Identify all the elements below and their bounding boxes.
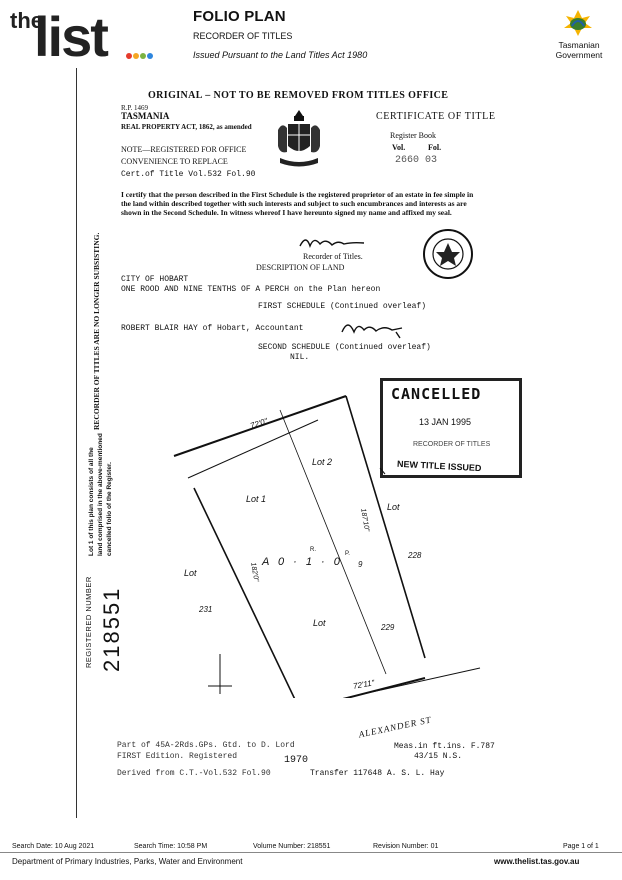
plan-bottom-dim: 72'11" bbox=[352, 678, 376, 691]
fol-label: Fol. bbox=[428, 143, 442, 152]
rp-code: R.P. 1469 bbox=[121, 104, 149, 112]
owner-line: ROBERT BLAIR HAY of Hobart, Accountant bbox=[121, 324, 304, 333]
plan-lot1: Lot 1 bbox=[246, 494, 267, 504]
search-time: Search Time: 10:58 PM bbox=[134, 843, 208, 850]
logo-the: the bbox=[10, 8, 43, 33]
site-url[interactable]: www.thelist.tas.gov.au bbox=[494, 857, 580, 866]
gov-line1: Tasmanian bbox=[558, 40, 600, 50]
plan-area-p: 9 bbox=[358, 560, 363, 569]
register-book: Register Book bbox=[390, 131, 436, 140]
department: Department of Primary Industries, Parks, Water and Environment bbox=[12, 857, 243, 866]
volume-number: Volume Number: 218551 bbox=[253, 843, 331, 850]
registered-number: 218551 bbox=[99, 586, 124, 672]
scan-left-border bbox=[76, 68, 77, 818]
state-label: TASMANIA bbox=[121, 111, 170, 121]
plan-n229: 229 bbox=[381, 623, 395, 632]
owner-signature bbox=[340, 316, 410, 340]
logo-dot-orange bbox=[133, 53, 139, 59]
plan-p-label: P. bbox=[345, 551, 350, 557]
side-lot-note3: cancelled folio of the Register. bbox=[106, 462, 113, 556]
logo-dot-red bbox=[126, 53, 132, 59]
side-lot-note2: land comprised in the above-mentioned bbox=[97, 433, 104, 556]
city-line: CITY OF HOBART bbox=[121, 275, 189, 284]
original-banner: ORIGINAL – NOT TO BE REMOVED FROM TITLES OFFICE bbox=[148, 90, 449, 101]
stamp-recorder: RECORDER OF TITLES bbox=[413, 441, 491, 448]
bottom-year: 1970 bbox=[284, 755, 309, 766]
side-lot-note1: Lot 1 of this plan consists of all the bbox=[88, 447, 95, 556]
first-schedule: FIRST SCHEDULE (Continued overleaf) bbox=[258, 302, 427, 311]
logo-dot-blue bbox=[147, 53, 153, 59]
page-number: Page 1 of 1 bbox=[563, 843, 599, 850]
recorder-of-titles: Recorder of Titles. bbox=[303, 252, 363, 261]
gov-line2: Government bbox=[555, 50, 603, 60]
meas-line2: 43/15 N.S. bbox=[414, 752, 463, 761]
plan-top-dim: 72'0" bbox=[249, 416, 269, 431]
plan-lot-bottom: Lot bbox=[313, 618, 326, 628]
nil-line: NIL. bbox=[290, 353, 310, 362]
plan-street: ALEXANDER ST bbox=[357, 714, 433, 740]
coat-of-arms-icon bbox=[274, 108, 324, 174]
cert-reference: Cert.of Title Vol.532 Fol.90 bbox=[121, 170, 256, 179]
plan-drawing bbox=[150, 378, 540, 698]
bottom-derived: Derived from C.T.-Vol.532 Fol.90 bbox=[117, 769, 271, 778]
logo-list: list bbox=[34, 5, 107, 62]
plan-n231: 231 bbox=[199, 605, 213, 614]
note-line1: NOTE—REGISTERED FOR OFFICE bbox=[121, 145, 247, 154]
plan-lot-left: Lot bbox=[184, 568, 197, 578]
plan-r-label: R. bbox=[310, 547, 316, 553]
plan-lot2: Lot 2 bbox=[312, 457, 333, 467]
page-title: FOLIO PLAN bbox=[193, 8, 286, 25]
transfer-line: Transfer 117648 A. S. L. Hay bbox=[310, 769, 445, 778]
plan-side-dim: 187'10" bbox=[359, 508, 371, 533]
second-schedule: SECOND SCHEDULE (Continued overleaf) bbox=[258, 343, 431, 352]
stamp-cancelled: CANCELLED bbox=[391, 385, 482, 403]
side-note-subsisting: RECORDER OF TITLES ARE NO LONGER SUBSISTING. bbox=[92, 232, 101, 430]
footer-divider bbox=[0, 852, 622, 853]
act-reference: REAL PROPERTY ACT, 1862, as amended bbox=[121, 123, 252, 131]
recorder-signature bbox=[298, 232, 368, 252]
bottom-edition: FIRST Edition. Registered bbox=[117, 752, 238, 761]
vol-label: Vol. bbox=[392, 143, 406, 152]
registered-number-label: REGISTERED NUMBER bbox=[84, 576, 93, 668]
vol-fol-value: 2660 03 bbox=[395, 155, 438, 166]
plan-area: A 0 · 1 · 0 bbox=[262, 556, 343, 568]
search-date: Search Date: 10 Aug 2021 bbox=[12, 843, 95, 850]
stamp-date: 13 JAN 1995 bbox=[419, 417, 472, 427]
certificate-of-title: CERTIFICATE OF TITLE bbox=[376, 111, 496, 122]
plan-n228: 228 bbox=[408, 551, 422, 560]
gov-text bbox=[548, 40, 610, 60]
page-subtitle: RECORDER OF TITLES bbox=[193, 31, 293, 41]
tasmanian-government-emblem-icon bbox=[558, 6, 598, 38]
note-line2: CONVENIENCE TO REPLACE bbox=[121, 157, 228, 166]
thelist-logo bbox=[4, 4, 154, 62]
stamp-new-title: NEW TITLE ISSUED bbox=[396, 458, 482, 474]
area-description: ONE ROOD AND NINE TENTHS OF A PERCH on the Plan hereon bbox=[121, 285, 381, 294]
plan-left-dim: 182'0" bbox=[249, 562, 260, 583]
recorder-seal-icon bbox=[422, 228, 474, 280]
act-line: Issued Pursuant to the Land Titles Act 1980 bbox=[193, 50, 368, 60]
description-heading: DESCRIPTION OF LAND bbox=[256, 263, 345, 272]
logo-dot-green bbox=[140, 53, 146, 59]
revision-number: Revision Number: 01 bbox=[373, 843, 439, 850]
meas-line1: Meas.in ft.ins. F.787 bbox=[394, 742, 495, 751]
certify-text: I certify that the person described in the First Schedule is the registered proprietor of an estate in fee simple in the land within described together with such interests and subject to such encumbrances and interests as are shown in the Second Schedule. In witness whereof I have hereunto signed my name and affixed my seal. bbox=[121, 190, 474, 217]
plan-lot-right: Lot bbox=[387, 502, 400, 512]
bottom-part-of: Part of 45A-2Rds.GPs. Gtd. to D. Lord bbox=[117, 741, 295, 750]
